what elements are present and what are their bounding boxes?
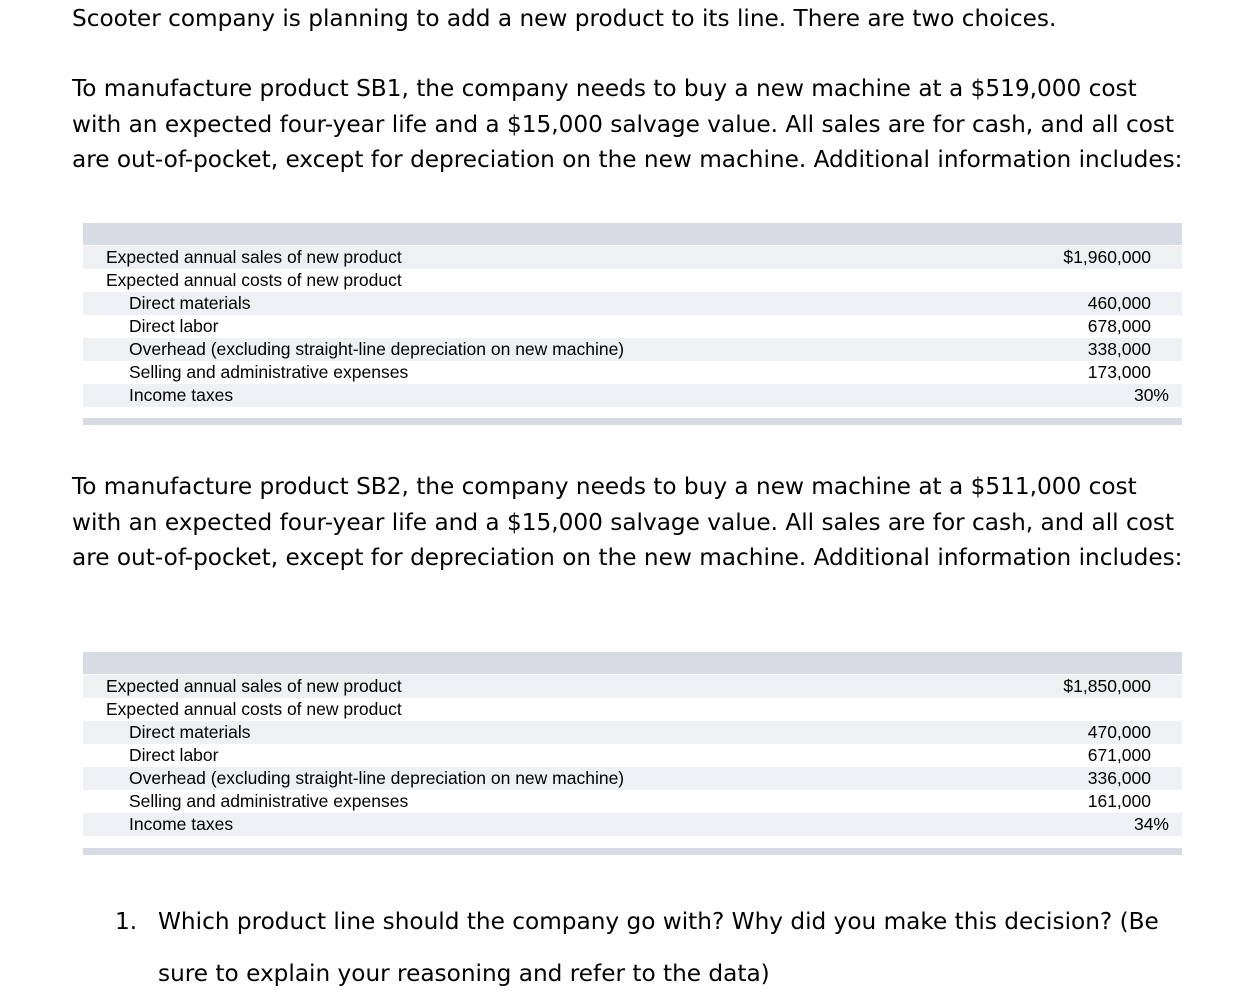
- row-value: 34%: [1133, 814, 1169, 834]
- table-footer-bar: [83, 848, 1182, 855]
- question-1: [115, 896, 1195, 1000]
- table-row: [83, 698, 1182, 721]
- row-value: 336,000: [1087, 768, 1151, 788]
- row-value: 470,000: [1087, 722, 1151, 742]
- row-value: 338,000: [1087, 339, 1151, 359]
- table-row: [83, 315, 1182, 338]
- row-label: Expected annual sales of new product: [106, 676, 402, 696]
- table-row: [83, 338, 1182, 361]
- row-value: 678,000: [1087, 316, 1151, 336]
- row-value: 173,000: [1087, 362, 1151, 382]
- sb2-description: To manufacture product SB2, the company needs to buy a new machine at a $511,000 cost with an expected four-year life and a $15,000 salvage value. All sales are for cash, and all cost are out-of-pocket, except for depreciation on the new machine. Additional information includes:: [72, 473, 1183, 571]
- sb1-description: To manufacture product SB1, the company needs to buy a new machine at a $519,000 cost with an expected four-year life and a $15,000 salvage value. All sales are for cash, and all cost are out-of-pocket, except for depreciation on the new machine. Additional information includes:: [72, 75, 1183, 173]
- table-row: [83, 675, 1182, 698]
- question-text: Which product line should the company go with? Why did you make this decision? (Be sure to explain your reasoning and refer to the data): [158, 908, 1159, 987]
- row-label: Income taxes: [129, 385, 234, 405]
- table-row: [83, 744, 1182, 767]
- table-row: [83, 384, 1182, 407]
- table-header-bar: [83, 223, 1182, 245]
- row-label: Overhead (excluding straight-line depreciation on new machine): [129, 768, 625, 788]
- row-label: Direct labor: [129, 745, 219, 765]
- table-row: [83, 246, 1182, 269]
- row-label: Expected annual costs of new product: [106, 699, 402, 719]
- table-row: [83, 269, 1182, 292]
- table-row: [83, 721, 1182, 744]
- table-row: [83, 292, 1182, 315]
- row-label: Direct labor: [129, 316, 219, 336]
- row-label: Overhead (excluding straight-line depreciation on new machine): [129, 339, 625, 359]
- table-row: [83, 361, 1182, 384]
- row-value: $1,850,000: [1063, 676, 1151, 696]
- row-label: Income taxes: [129, 814, 234, 834]
- table-row: [83, 813, 1182, 836]
- row-label: Expected annual sales of new product: [106, 247, 402, 267]
- table-row: [83, 790, 1182, 813]
- row-label: Expected annual costs of new product: [106, 270, 402, 290]
- row-value: 460,000: [1087, 293, 1151, 313]
- table-footer-bar: [83, 418, 1182, 425]
- sb1-table: [83, 223, 1182, 427]
- row-value: 671,000: [1087, 745, 1151, 765]
- table-header-bar: [83, 652, 1182, 674]
- question-number: 1.: [115, 908, 138, 935]
- row-value: 30%: [1133, 385, 1169, 405]
- row-value: 161,000: [1087, 791, 1151, 811]
- sb2-table: [83, 652, 1182, 856]
- table-row: [83, 767, 1182, 790]
- row-label: Selling and administrative expenses: [129, 791, 409, 811]
- row-label: Selling and administrative expenses: [129, 362, 409, 382]
- row-label: Direct materials: [129, 293, 251, 313]
- row-value: $1,960,000: [1063, 247, 1151, 267]
- row-label: Direct materials: [129, 722, 251, 742]
- intro-text: Scooter company is planning to add a new product to its line. There are two choices.: [72, 5, 1057, 32]
